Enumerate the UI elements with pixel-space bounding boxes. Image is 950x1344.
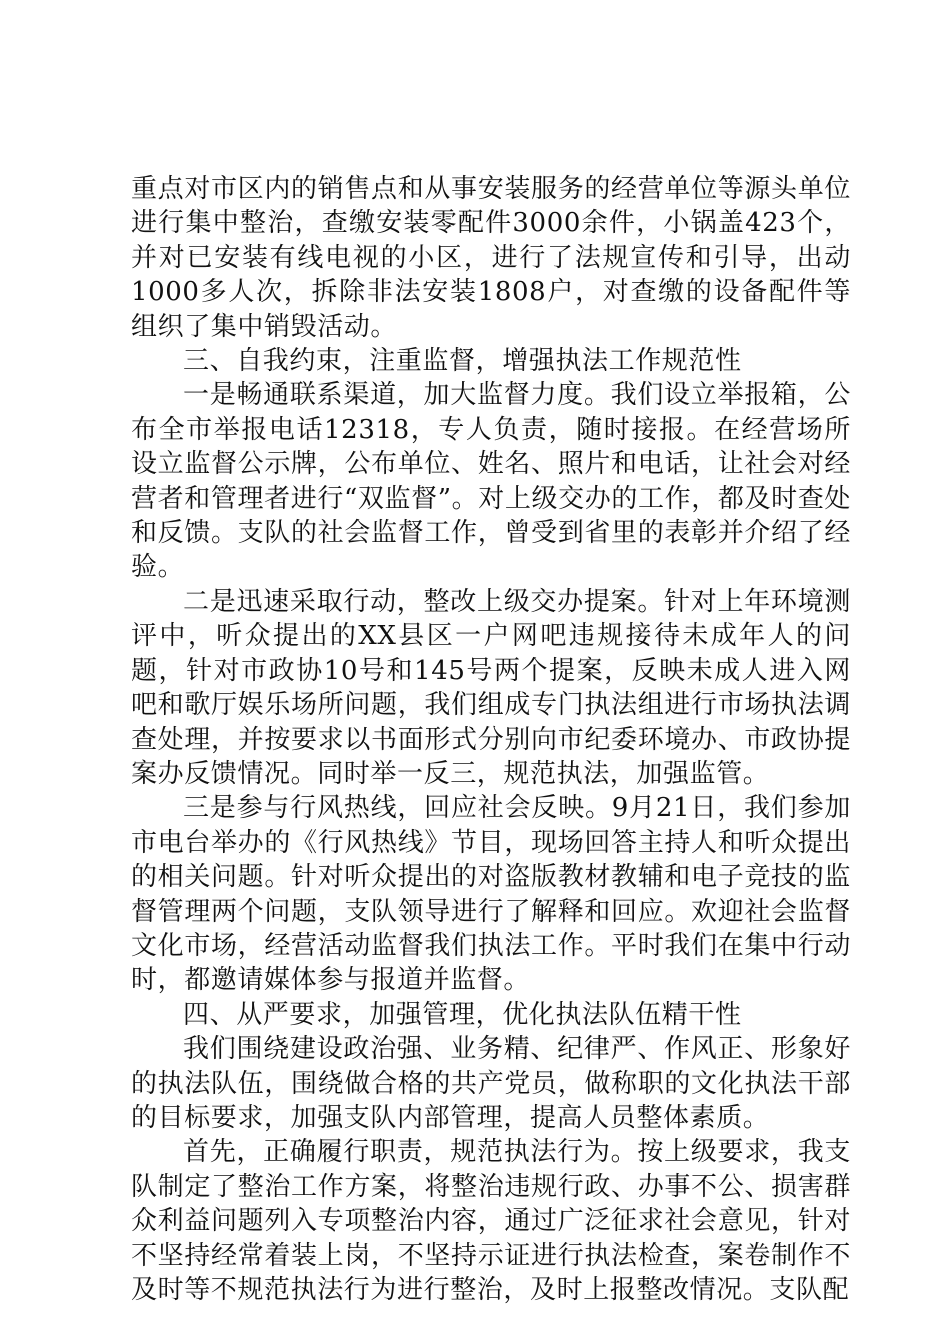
paragraph-hotline-participation: 三是参与行风热线，回应社会反映。9月21日，我们参加市电台举办的《行风热线》节目，现场回答主持人和听众提出的相关问题。针对听众提出的对盗版教材教辅和电子竞技的监督管理两个问题，支队领导进行了解释和回应。欢迎社会监督文化市场，经营活动监督我们执法工作。平时我们在集中行动时，都邀请媒体参与报道并监督。	[131, 793, 851, 996]
paragraph-supervision-channels: 一是畅通联系渠道，加大监督力度。我们设立举报箱，公布全市举报电话12318，专人负责，随时接报。在经营场所设立监督公示牌，公布单位、姓名、照片和电话，让社会对经营者和管理者进行“双监督”。对上级交办的工作，都及时查处和反馈。支队的社会监督工作，曾受到省里的表彰并介绍了经验。	[131, 380, 851, 583]
section-heading-four: 四、从严要求，加强管理，优化执法队伍精干性	[183, 999, 742, 1030]
paragraph-team-building: 我们围绕建设政治强、业务精、纪律严、作风正、形象好的执法队伍，围绕做合格的共产党员，做称职的文化执法干部的目标要求，加强支队内部管理，提高人员整体素质。	[131, 1034, 851, 1133]
paragraph-proposal-rectification: 二是迅速采取行动，整改上级交办提案。针对上年环境测评中，听众提出的XX县区一户网吧违规接待未成年人的问题，针对市政协10号和145号两个提案，反映未成人进入网吧和歌厅娱乐场所问题，我们组成专门执法组进行市场执法调查处理，并按要求以书面形式分别向市纪委环境办、市政协提案办反馈情况。同时举一反三，规范执法，加强监管。	[131, 586, 851, 789]
section-heading-three: 三、自我约束，注重监督，增强执法工作规范性	[183, 346, 742, 377]
document-body	[131, 172, 851, 1307]
paragraph-sweep-summary: 重点对市区内的销售点和从事安装服务的经营单位等源头单位进行集中整治，查缴安装零配件3000余件，小锅盖423个，并对已安装有线电视的小区，进行了法规宣传和引导，出动1000多人次，拆除非法安装1808户，对查缴的设备配件等组织了集中销毁活动。	[131, 174, 851, 342]
paragraph-duty-performance: 首先，正确履行职责，规范执法行为。按上级要求，我支队制定了整治工作方案，将整治违规行政、办事不公、损害群众利益问题列入专项整治内容，通过广泛征求社会意见，针对不坚持经常着装上岗，不坚持示证进行执法检查，案卷制作不及时等不规范执法行为进行整治，及时上报整改情况。支队配	[131, 1137, 851, 1305]
